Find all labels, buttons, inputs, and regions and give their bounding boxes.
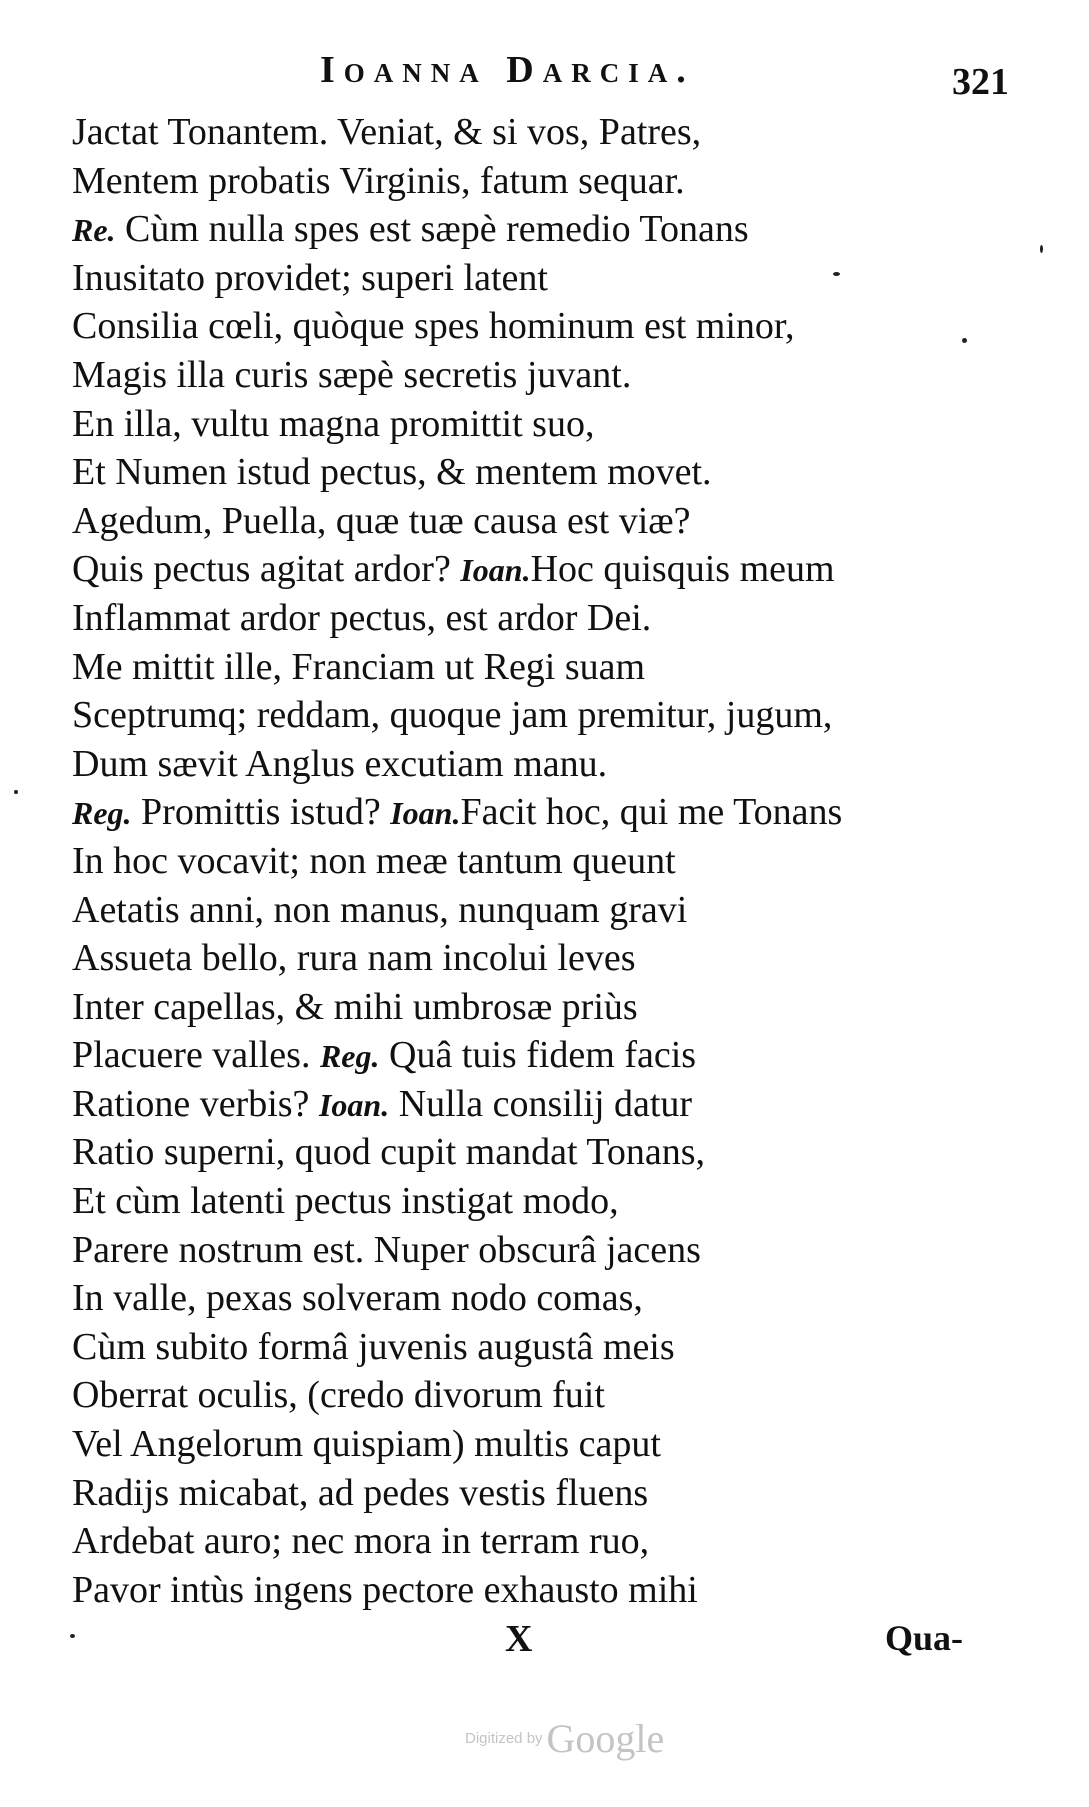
verse-line — [72, 545, 1032, 594]
verse-line — [72, 1323, 1032, 1372]
verse-line — [72, 983, 1032, 1032]
line-text: Sceptrumq; reddam, quoque jam premitur, jugum, — [72, 694, 833, 737]
line-text: Inter capellas, & mihi umbrosæ priùs — [72, 985, 638, 1028]
verse-line — [72, 205, 1032, 254]
line-text: Assueta bello, rura nam incolui leves — [72, 937, 636, 980]
verse-line — [72, 1080, 1032, 1129]
line-text: Radijs micabat, ad pedes vestis fluens — [72, 1471, 649, 1514]
verse-line — [72, 837, 1032, 886]
line-text: Et Numen istud pectus, & mentem movet. — [72, 451, 712, 494]
line-text: Oberrat oculis, (credo divorum fuit — [72, 1374, 605, 1417]
scan-speck — [833, 272, 840, 276]
scan-speck — [962, 338, 967, 343]
line-text: Ardebat auro; nec mora in terram ruo, — [72, 1520, 650, 1563]
line-text: Vel Angelorum quispiam) multis caput — [72, 1423, 661, 1466]
verse-line — [72, 1226, 1032, 1275]
line-text: Dum sævit Anglus excutiam manu. — [72, 742, 608, 785]
line-text: Promittis istud? — [131, 791, 391, 834]
line-text: Consilia cœli, quòque spes hominum est minor, — [72, 305, 795, 348]
verse-line — [72, 448, 1032, 497]
line-text: Inflammat ardor pectus, est ardor Dei. — [72, 596, 652, 639]
line-text: Quâ tuis fidem facis — [379, 1034, 697, 1077]
verse-line — [72, 400, 1032, 449]
verse-line — [72, 1177, 1032, 1226]
line-text: Jactat Tonantem. Veniat, & si vos, Patres, — [72, 111, 702, 153]
line-text: Me mittit ille, Franciam ut Regi suam — [72, 645, 646, 688]
verse-line — [72, 1274, 1032, 1323]
verse-line — [72, 1371, 1032, 1420]
line-text: Inusitato providet; superi latent — [72, 256, 548, 299]
speaker-label: Ioan. — [390, 795, 461, 832]
line-text: Et cùm latenti pectus instigat modo, — [72, 1180, 619, 1223]
scan-speck — [14, 790, 18, 794]
line-text: Cùm nulla spes est sæpè remedio Tonans — [115, 208, 749, 251]
digitized-by-google-watermark — [465, 1715, 664, 1762]
line-text: Facit hoc, qui me Tonans — [460, 791, 843, 834]
line-text: En illa, vultu magna promittit suo, — [72, 402, 595, 445]
verse-line — [72, 886, 1032, 935]
line-text: Pavor intùs ingens pectore exhausto mihi — [72, 1568, 698, 1611]
line-text: Quis pectus agitat ardor? — [72, 548, 461, 591]
verse-line — [72, 157, 1032, 206]
page-number: 321 — [952, 61, 1009, 103]
speaker-label: Ioan. — [318, 1086, 390, 1123]
verse-line — [72, 1420, 1032, 1469]
digitized-prefix: Digitized by — [465, 1730, 543, 1747]
verse-line — [72, 351, 1032, 400]
line-text: Parere nostrum est. Nuper obscurâ jacens — [72, 1228, 701, 1271]
scan-speck — [70, 1634, 75, 1638]
verse-line — [72, 788, 1032, 837]
verse-line — [72, 1031, 1032, 1080]
verse-text — [72, 108, 1032, 1614]
line-text: Ratione verbis? — [72, 1082, 319, 1125]
google-logo: Google — [546, 1716, 665, 1761]
speaker-label: Ioan. — [460, 552, 531, 589]
verse-line — [72, 254, 1032, 303]
line-text: In hoc vocavit; non meæ tantum queunt — [72, 839, 676, 882]
speaker-label: Re. — [72, 212, 116, 249]
verse-line — [72, 643, 1032, 692]
catchword: Qua- — [885, 1618, 964, 1658]
line-text: Hoc quisquis meum — [530, 548, 835, 591]
verse-line — [72, 497, 1032, 546]
line-text: Ratio superni, quod cupit mandat Tonans, — [72, 1131, 706, 1174]
line-text: Cùm subito formâ juvenis augustâ meis — [72, 1325, 675, 1368]
line-text: Nulla consilij datur — [389, 1082, 693, 1125]
verse-line — [72, 934, 1032, 983]
line-text: Magis illa curis sæpè secretis juvant. — [72, 353, 632, 396]
verse-line — [72, 1128, 1032, 1177]
verse-line — [72, 1469, 1032, 1518]
scan-speck — [1040, 245, 1043, 253]
line-text: Agedum, Puella, quæ tuæ causa est viæ? — [72, 499, 691, 542]
verse-line — [72, 594, 1032, 643]
line-text: Placuere valles. — [72, 1034, 320, 1077]
line-text: Mentem probatis Virginis, fatum sequar. — [72, 159, 685, 202]
running-title: Ioanna Darcia. — [320, 49, 695, 91]
verse-line — [72, 691, 1032, 740]
verse-line — [72, 1566, 1032, 1615]
speaker-label: Reg. — [319, 1038, 380, 1075]
line-text: Aetatis anni, non manus, nunquam gravi — [72, 888, 688, 931]
verse-line — [72, 740, 1032, 789]
verse-line — [72, 302, 1032, 351]
verse-line — [72, 1517, 1032, 1566]
speaker-label: Reg. — [72, 795, 132, 832]
line-text: In valle, pexas solveram nodo comas, — [72, 1277, 643, 1320]
verse-line — [72, 108, 1032, 157]
signature-mark: X — [505, 1618, 533, 1660]
